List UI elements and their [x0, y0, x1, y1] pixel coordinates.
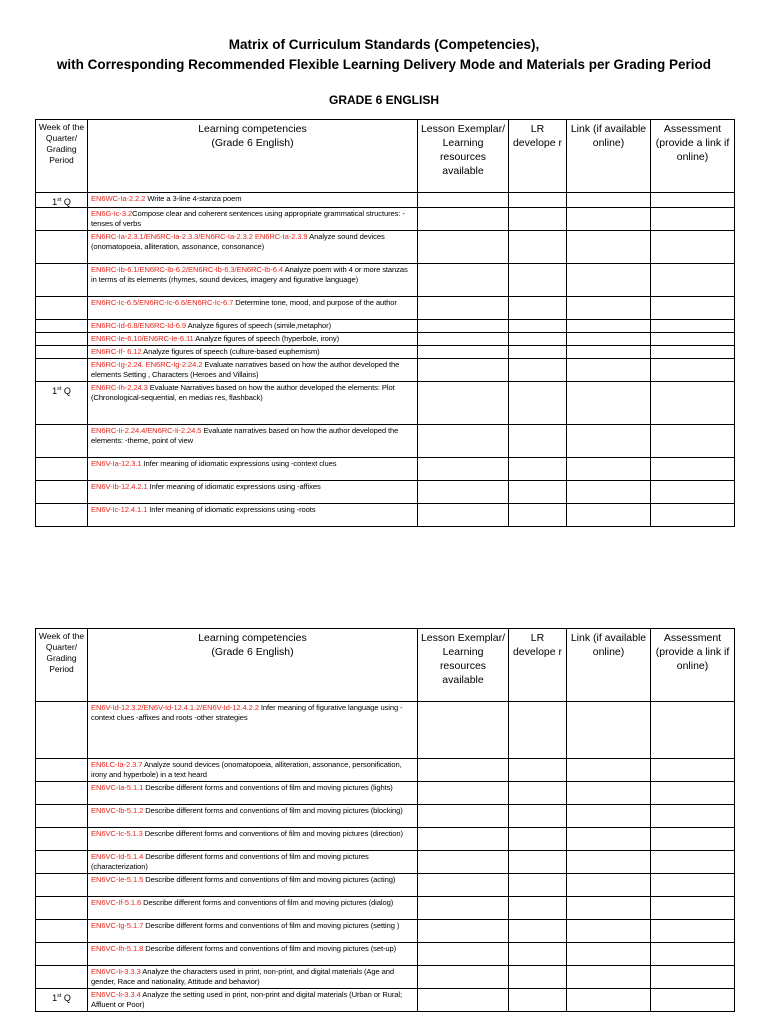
- assessment-cell[interactable]: [651, 264, 735, 297]
- header-lr-developer: LR develope r: [509, 629, 567, 702]
- lr-cell[interactable]: [509, 346, 567, 359]
- competency-text: Describe different forms and conventions of film and moving pictures (dialog): [141, 898, 394, 907]
- week-cell: [36, 333, 88, 346]
- lesson-cell[interactable]: [418, 874, 509, 897]
- competency-cell: [88, 458, 418, 481]
- lesson-cell[interactable]: [418, 231, 509, 264]
- competency-cell: [88, 759, 418, 782]
- link-cell[interactable]: [567, 346, 651, 359]
- competency-text: Describe different forms and conventions of film and moving pictures (set-up): [143, 944, 397, 953]
- link-cell[interactable]: [567, 943, 651, 966]
- header-week: Week of the Quarter/ Grading Period: [36, 629, 88, 702]
- competency-code: EN6RC-If- 6.12: [91, 347, 142, 356]
- lr-cell[interactable]: [509, 966, 567, 989]
- competency-text: Compose clear and coherent sentences using appropriate grammatical structures: -tenses of verbs: [91, 209, 405, 228]
- competency-cell: [88, 966, 418, 989]
- header-lesson-exemplar: Lesson Exemplar/ Learning resources available: [418, 120, 509, 193]
- assessment-cell[interactable]: [651, 920, 735, 943]
- week-cell: [36, 425, 88, 458]
- assessment-cell[interactable]: [651, 828, 735, 851]
- competency-text: Write a 3-line 4-stanza poem: [145, 194, 242, 203]
- table-row: [36, 874, 735, 897]
- lesson-cell[interactable]: [418, 828, 509, 851]
- assessment-cell[interactable]: [651, 759, 735, 782]
- lr-cell[interactable]: [509, 943, 567, 966]
- table-row: [36, 264, 735, 297]
- lesson-cell[interactable]: [418, 920, 509, 943]
- lr-cell[interactable]: [509, 805, 567, 828]
- lesson-cell[interactable]: [418, 702, 509, 759]
- week-cell: [36, 359, 88, 382]
- week-cell: [36, 897, 88, 920]
- competency-cell: [88, 346, 418, 359]
- competency-code: EN6VC-Ie-5.1.5: [91, 875, 144, 884]
- competency-code: EN6VC-Ig-5.1.7: [91, 921, 144, 930]
- table-row: [36, 346, 735, 359]
- assessment-cell[interactable]: [651, 805, 735, 828]
- competency-text: Analyze poem with 4 or more stanzas in terms of its elements (rhymes, sound devices, imagery and figurative language): [91, 265, 408, 284]
- table-row: [36, 702, 735, 759]
- week-cell: 1st Q: [36, 193, 88, 208]
- lr-cell[interactable]: [509, 702, 567, 759]
- lr-cell[interactable]: [509, 759, 567, 782]
- competency-code: EN6RC-Ie-6.10/EN6RC-Ie-6.11: [91, 334, 194, 343]
- lr-cell[interactable]: [509, 851, 567, 874]
- competency-code: EN6VC-Ic-5.1.3: [91, 829, 143, 838]
- competency-text: Analyze the characters used in print, non-print, and digital materials (Age and gender, Race and nationality, Attitude and behavior): [91, 967, 394, 986]
- week-cell: [36, 759, 88, 782]
- lr-cell[interactable]: [509, 382, 567, 425]
- link-cell[interactable]: [567, 231, 651, 264]
- table-row: [36, 966, 735, 989]
- table-row: [36, 481, 735, 504]
- table-row: [36, 828, 735, 851]
- link-cell[interactable]: [567, 359, 651, 382]
- link-cell[interactable]: [567, 805, 651, 828]
- link-cell[interactable]: [567, 333, 651, 346]
- competency-code: EN6G-Ic-3.2: [91, 209, 133, 218]
- table-row: [36, 805, 735, 828]
- table-row: [36, 231, 735, 264]
- lr-cell[interactable]: [509, 504, 567, 527]
- lesson-cell[interactable]: [418, 208, 509, 231]
- lesson-cell[interactable]: [418, 989, 509, 1012]
- competency-code: EN6VC-Ii-3.3.4: [91, 990, 141, 999]
- lesson-cell[interactable]: [418, 346, 509, 359]
- competency-cell: [88, 782, 418, 805]
- lr-cell[interactable]: [509, 989, 567, 1012]
- competency-cell: [88, 333, 418, 346]
- assessment-cell[interactable]: [651, 382, 735, 425]
- competency-cell: [88, 943, 418, 966]
- lr-cell[interactable]: [509, 264, 567, 297]
- lesson-cell[interactable]: [418, 481, 509, 504]
- lr-cell[interactable]: [509, 897, 567, 920]
- document-title-line1: Matrix of Curriculum Standards (Competencies),: [228, 37, 540, 52]
- week-cell: [36, 966, 88, 989]
- week-cell: [36, 504, 88, 527]
- competency-table-2: [35, 628, 735, 1012]
- competency-text: Describe different forms and conventions of film and moving pictures (direction): [142, 829, 403, 838]
- week-cell: [36, 828, 88, 851]
- assessment-cell[interactable]: [651, 874, 735, 897]
- week-cell: [36, 851, 88, 874]
- link-cell[interactable]: [567, 702, 651, 759]
- competency-text: Evaluate Narratives based on how the author developed the elements: Plot (Chronological-sequential, en medias res, flashback): [91, 383, 395, 402]
- competency-text: Analyze figures of speech (culture-based euphemism): [141, 347, 320, 356]
- header-assessment: Assessment (provide a link if online): [651, 629, 735, 702]
- competency-cell: [88, 897, 418, 920]
- week-cell: [36, 782, 88, 805]
- assessment-cell[interactable]: [651, 333, 735, 346]
- competency-cell: [88, 425, 418, 458]
- assessment-cell[interactable]: [651, 193, 735, 208]
- assessment-cell[interactable]: [651, 359, 735, 382]
- week-cell: [36, 297, 88, 320]
- lesson-cell[interactable]: [418, 504, 509, 527]
- lr-cell[interactable]: [509, 481, 567, 504]
- competency-cell: [88, 874, 418, 897]
- competency-cell: [88, 193, 418, 208]
- link-cell[interactable]: [567, 208, 651, 231]
- lr-cell[interactable]: [509, 458, 567, 481]
- header-link: Link (if available online): [567, 120, 651, 193]
- link-cell[interactable]: [567, 193, 651, 208]
- competency-cell: [88, 828, 418, 851]
- link-cell[interactable]: [567, 920, 651, 943]
- table-row: [36, 897, 735, 920]
- week-cell: 1st Q: [36, 382, 88, 425]
- table-row: [36, 359, 735, 382]
- link-cell[interactable]: [567, 504, 651, 527]
- table-row: [36, 782, 735, 805]
- link-cell[interactable]: [567, 264, 651, 297]
- link-cell[interactable]: [567, 759, 651, 782]
- competency-table-1: [35, 119, 735, 527]
- competency-text: Infer meaning of idiomatic expressions using -roots: [147, 505, 316, 514]
- lesson-cell[interactable]: [418, 805, 509, 828]
- competency-cell: [88, 504, 418, 527]
- competency-code: EN6RC-Id-6.8/EN6RC-Id-6.9: [91, 321, 186, 330]
- week-cell: [36, 264, 88, 297]
- lr-cell[interactable]: [509, 231, 567, 264]
- assessment-cell[interactable]: [651, 943, 735, 966]
- competency-code: EN6VC-If-5.1.6: [91, 898, 142, 907]
- lr-cell[interactable]: [509, 874, 567, 897]
- competency-code: EN6WC-Ia-2.2.2: [91, 194, 146, 203]
- assessment-cell[interactable]: [651, 851, 735, 874]
- link-cell[interactable]: [567, 966, 651, 989]
- assessment-cell[interactable]: [651, 208, 735, 231]
- assessment-cell[interactable]: [651, 425, 735, 458]
- link-cell[interactable]: [567, 828, 651, 851]
- competency-cell: [88, 264, 418, 297]
- assessment-cell[interactable]: [651, 297, 735, 320]
- table-row: [36, 759, 735, 782]
- week-cell: [36, 943, 88, 966]
- competency-code: EN6RC-Ii-2.24.4/EN6RC-Ii-2.24.5: [91, 426, 202, 435]
- competency-cell: [88, 805, 418, 828]
- table-row: [36, 320, 735, 333]
- assessment-cell[interactable]: [651, 504, 735, 527]
- competency-text: Describe different forms and conventions of film and moving pictures (lights): [143, 783, 393, 792]
- table-row: [36, 333, 735, 346]
- week-cell: 1st Q: [36, 989, 88, 1012]
- lesson-cell[interactable]: [418, 333, 509, 346]
- assessment-cell[interactable]: [651, 346, 735, 359]
- lesson-cell[interactable]: [418, 897, 509, 920]
- competency-code: EN6RC-Ic-6.5/EN6RC-Ic-6.6/EN6RC-Ic-6.7: [91, 298, 234, 307]
- competency-text: Determine tone, mood, and purpose of the author: [233, 298, 397, 307]
- grade-heading: GRADE 6 ENGLISH: [328, 93, 439, 107]
- header-week: Week of the Quarter/ Grading Period: [36, 120, 88, 193]
- competency-text: Analyze figures of speech (simile,metaphor): [185, 321, 331, 330]
- week-cell: [36, 320, 88, 333]
- assessment-cell[interactable]: [651, 231, 735, 264]
- competency-cell: [88, 481, 418, 504]
- competency-text: Describe different forms and conventions of film and moving pictures (blocking): [143, 806, 403, 815]
- competency-cell: [88, 320, 418, 333]
- table-row: [36, 920, 735, 943]
- competency-code: EN6RC-Ih-2.24.3: [91, 383, 148, 392]
- lesson-cell[interactable]: [418, 458, 509, 481]
- lesson-cell[interactable]: [418, 851, 509, 874]
- competency-code: EN6LC-Ia-2.3.7: [91, 760, 143, 769]
- competency-text: Analyze the setting used in print, non-print and digital materials (Urban or Rural; Affluent or Poor): [91, 990, 402, 1009]
- week-cell: [36, 805, 88, 828]
- table-row: [36, 297, 735, 320]
- competency-text: Analyze sound devices (onomatopoeia, alliteration, assonance, personification, irony and hyperbole) in a text heard: [91, 760, 402, 779]
- week-cell: [36, 208, 88, 231]
- competency-text: Infer meaning of idiomatic expressions using -context clues: [141, 459, 337, 468]
- link-cell[interactable]: [567, 458, 651, 481]
- competency-code: EN6VC-Ib-5.1.2: [91, 806, 144, 815]
- assessment-cell[interactable]: [651, 481, 735, 504]
- lesson-cell[interactable]: [418, 193, 509, 208]
- week-cell: [36, 231, 88, 264]
- lesson-cell[interactable]: [418, 759, 509, 782]
- competency-text: Analyze sound devices (onomatopoeia, alliteration, assonance, consonance): [91, 232, 385, 251]
- link-cell[interactable]: [567, 874, 651, 897]
- competency-cell: [88, 359, 418, 382]
- lesson-cell[interactable]: [418, 425, 509, 458]
- header-competencies: Learning competencies (Grade 6 English): [88, 629, 418, 702]
- assessment-cell[interactable]: [651, 782, 735, 805]
- competency-text: Describe different forms and conventions of film and moving pictures (acting): [143, 875, 396, 884]
- table-row: [36, 382, 735, 425]
- competency-code: EN6V-Ic-12.4.1.1: [91, 505, 148, 514]
- link-cell[interactable]: [567, 382, 651, 425]
- lr-cell[interactable]: [509, 297, 567, 320]
- competency-cell: [88, 297, 418, 320]
- competency-code: EN6VC-Id-5.1.4: [91, 852, 144, 861]
- competency-code: EN6RC-Ig-2.24. EN6RC-Ig-2.24.2: [91, 360, 203, 369]
- link-cell[interactable]: [567, 297, 651, 320]
- lr-cell[interactable]: [509, 193, 567, 208]
- competency-text: Infer meaning of figurative language using -context clues -affixes and roots -other strategies: [91, 703, 403, 722]
- link-cell[interactable]: [567, 851, 651, 874]
- competency-cell: [88, 851, 418, 874]
- lr-cell[interactable]: [509, 782, 567, 805]
- table-row: [36, 208, 735, 231]
- link-cell[interactable]: [567, 481, 651, 504]
- assessment-cell[interactable]: [651, 320, 735, 333]
- lesson-cell[interactable]: [418, 297, 509, 320]
- week-cell: [36, 346, 88, 359]
- assessment-cell[interactable]: [651, 897, 735, 920]
- link-cell[interactable]: [567, 782, 651, 805]
- table-row: [36, 425, 735, 458]
- lr-cell[interactable]: [509, 320, 567, 333]
- table-row: [36, 193, 735, 208]
- link-cell[interactable]: [567, 320, 651, 333]
- competency-cell: [88, 920, 418, 943]
- competency-text: Evaluate narratives based on how the author developed the elements Setting , Characters (Heroes and Villains): [91, 360, 400, 379]
- link-cell[interactable]: [567, 989, 651, 1012]
- competency-code: EN6V-Id-12.3.2/EN6V-Id-12.4.1.2/EN6V-Id-12.4.2.2: [91, 703, 259, 712]
- week-cell: [36, 481, 88, 504]
- assessment-cell[interactable]: [651, 989, 735, 1012]
- link-cell[interactable]: [567, 897, 651, 920]
- header-competencies: Learning competencies (Grade 6 English): [88, 120, 418, 193]
- table-row: [36, 504, 735, 527]
- competency-code: EN6VC-Ih-5.1.8: [91, 944, 144, 953]
- competency-code: EN6V-Ib-12.4.2.1: [91, 482, 148, 491]
- lesson-cell[interactable]: [418, 264, 509, 297]
- week-cell: [36, 874, 88, 897]
- table-row: [36, 943, 735, 966]
- header-lesson-exemplar: Lesson Exemplar/ Learning resources available: [418, 629, 509, 702]
- header-link: Link (if available online): [567, 629, 651, 702]
- assessment-cell[interactable]: [651, 966, 735, 989]
- lesson-cell[interactable]: [418, 320, 509, 333]
- assessment-cell[interactable]: [651, 702, 735, 759]
- header-lr-developer: LR develope r: [509, 120, 567, 193]
- competency-cell: [88, 231, 418, 264]
- competency-code: EN6RC-Ia-2.3.1/EN6RC-Ia-2.3.3/EN6RC-Ia-2.3.2 EN6RC-Ia-2.3.9: [91, 232, 308, 241]
- lr-cell[interactable]: [509, 333, 567, 346]
- week-cell: [36, 920, 88, 943]
- assessment-cell[interactable]: [651, 458, 735, 481]
- lesson-cell[interactable]: [418, 943, 509, 966]
- competency-text: Analyze figures of speech (hyperbole, irony): [193, 334, 340, 343]
- competency-code: EN6RC-Ib-6.1/EN6RC-Ib-6.2/EN6RC-Ib-6.3/EN6RC-Ib-6.4: [91, 265, 283, 274]
- competency-cell: [88, 382, 418, 425]
- week-cell: [36, 458, 88, 481]
- document-title-line2: with Corresponding Recommended Flexible Learning Delivery Mode and Materials per Grading Period: [56, 57, 712, 72]
- competency-code: EN6V-Ia-12.3.1: [91, 459, 142, 468]
- competency-cell: [88, 989, 418, 1012]
- header-assessment: Assessment (provide a link if online): [651, 120, 735, 193]
- lesson-cell[interactable]: [418, 359, 509, 382]
- lesson-cell[interactable]: [418, 382, 509, 425]
- competency-text: Infer meaning of idiomatic expressions using -affixes: [147, 482, 321, 491]
- lr-cell[interactable]: [509, 920, 567, 943]
- table-row: [36, 458, 735, 481]
- link-cell[interactable]: [567, 425, 651, 458]
- week-cell: [36, 702, 88, 759]
- lr-cell[interactable]: [509, 425, 567, 458]
- competency-code: EN6VC-Ia-5.1.1: [91, 783, 144, 792]
- table-row: [36, 851, 735, 874]
- lr-cell[interactable]: [509, 359, 567, 382]
- competency-text: Evaluate narratives based on how the author developed the elements: -theme, point of view: [91, 426, 399, 445]
- competency-cell: [88, 208, 418, 231]
- lr-cell[interactable]: [509, 208, 567, 231]
- lesson-cell[interactable]: [418, 966, 509, 989]
- competency-text: Describe different forms and conventions of film and moving pictures (setting ): [143, 921, 400, 930]
- competency-cell: [88, 702, 418, 759]
- lesson-cell[interactable]: [418, 782, 509, 805]
- competency-code: EN6VC-Ii-3.3.3: [91, 967, 141, 976]
- competency-text: Describe different forms and conventions of film and moving pictures (characterization): [91, 852, 369, 871]
- lr-cell[interactable]: [509, 828, 567, 851]
- table-row: [36, 989, 735, 1012]
